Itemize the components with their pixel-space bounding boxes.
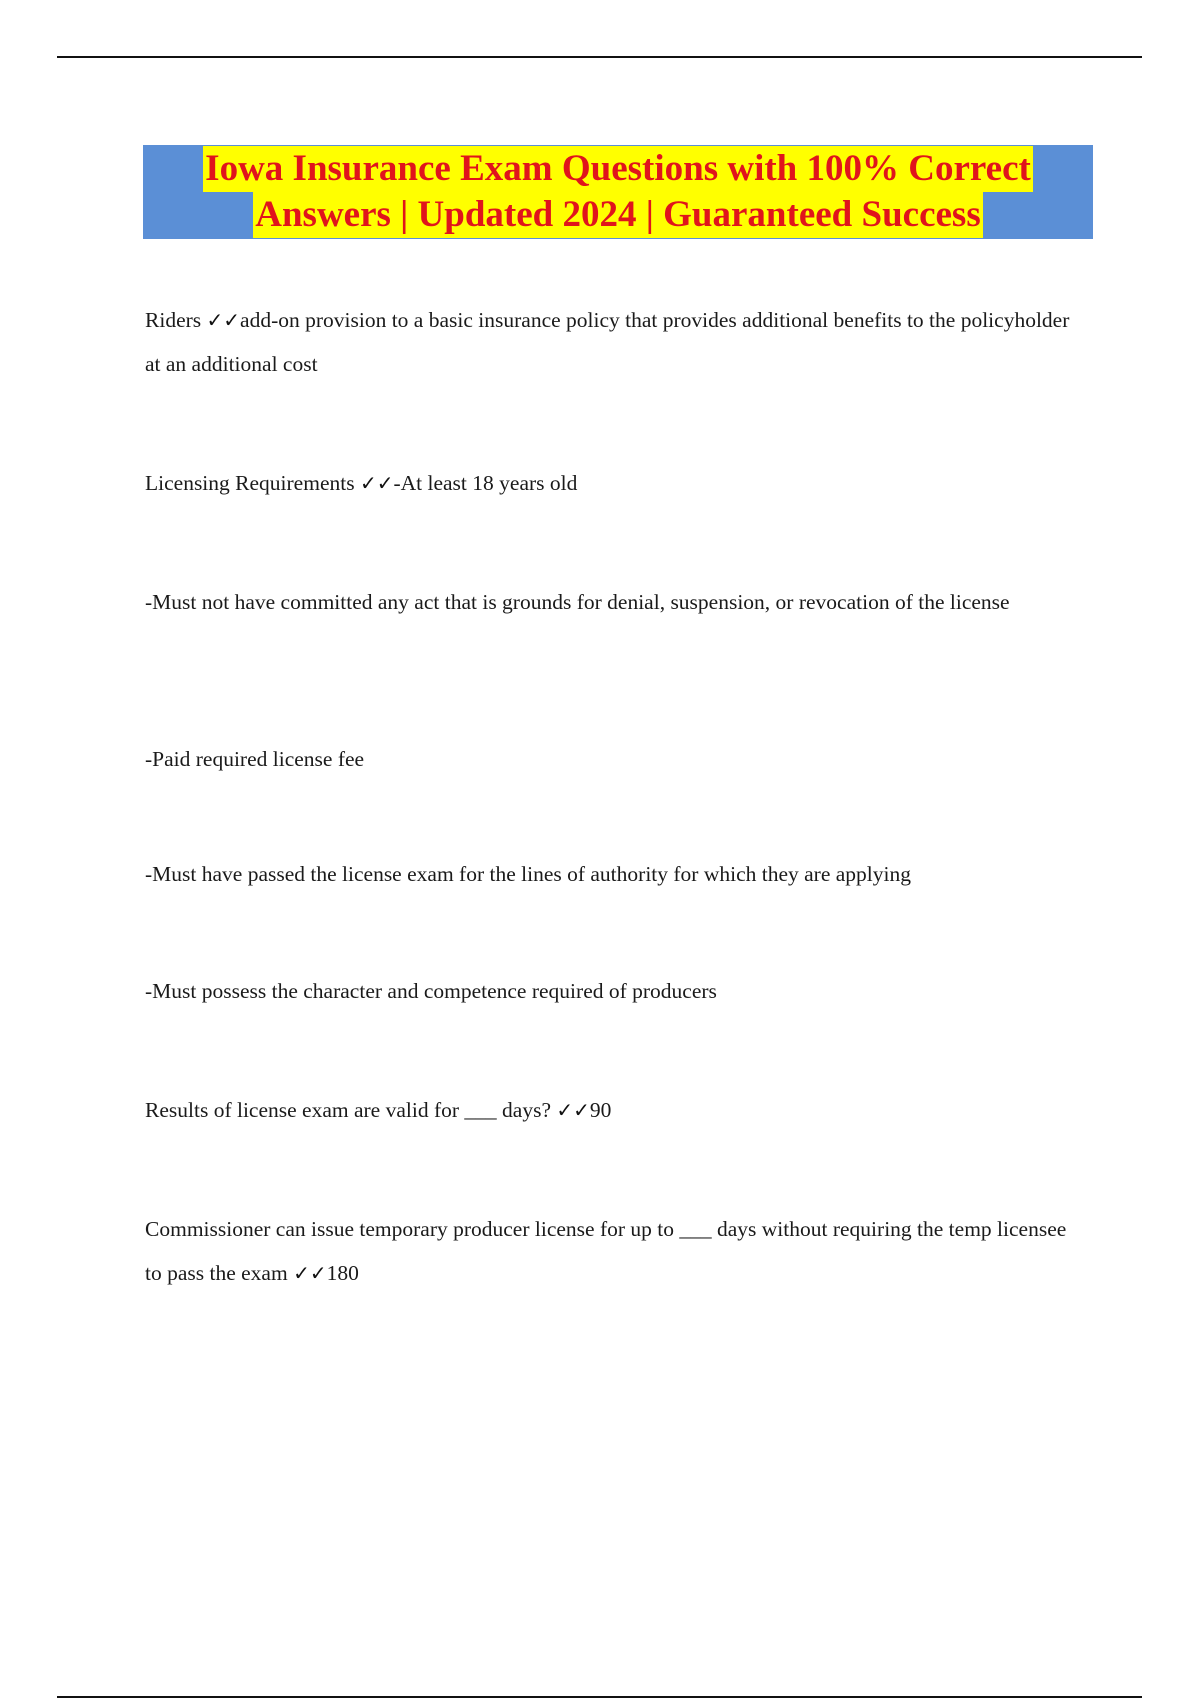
requirement-character-competence: -Must possess the character and competence required of producers: [145, 979, 717, 1003]
qa-entry-riders: [145, 298, 1080, 386]
answer-text: 90: [589, 1098, 612, 1122]
question-text: Riders: [145, 308, 207, 332]
requirement-license-fee: -Paid required license fee: [145, 747, 365, 771]
bottom-rule: [57, 1696, 1142, 1698]
requirement-passed-exam: -Must have passed the license exam for the lines of authority for which they are applying: [145, 862, 912, 886]
qa-entry-licensing-requirements: [145, 461, 577, 505]
qa-entry-exam-validity: [145, 1088, 611, 1132]
question-text: Licensing Requirements: [145, 471, 360, 495]
title-line-2: Answers | Updated 2024 | Guaranteed Success: [253, 192, 982, 238]
top-rule: [57, 56, 1142, 58]
check-mark-icon: ✓✓: [359, 471, 394, 495]
check-mark-icon: ✓✓: [556, 1098, 590, 1122]
document-title: [143, 145, 1093, 239]
answer-text: add-on provision to a basic insurance policy that provides additional benefits to the policyholder at an additional cost: [145, 308, 1070, 376]
check-mark-icon: ✓✓: [206, 308, 241, 332]
answer-text: 180: [326, 1261, 359, 1285]
question-text: Commissioner can issue temporary producer license for up to ___ days without requiring the temp licensee to pass the exam: [145, 1217, 1067, 1285]
check-mark-icon: ✓✓: [293, 1261, 327, 1285]
qa-entry-temporary-license: [145, 1207, 1080, 1295]
question-text: Results of license exam are valid for ___ days?: [145, 1098, 557, 1122]
requirement-no-grounds-for-denial: -Must not have committed any act that is grounds for denial, suspension, or revocation of the license: [145, 590, 1010, 614]
title-line-1: Iowa Insurance Exam Questions with 100% Correct: [203, 146, 1033, 192]
answer-text: -At least 18 years old: [393, 471, 578, 495]
